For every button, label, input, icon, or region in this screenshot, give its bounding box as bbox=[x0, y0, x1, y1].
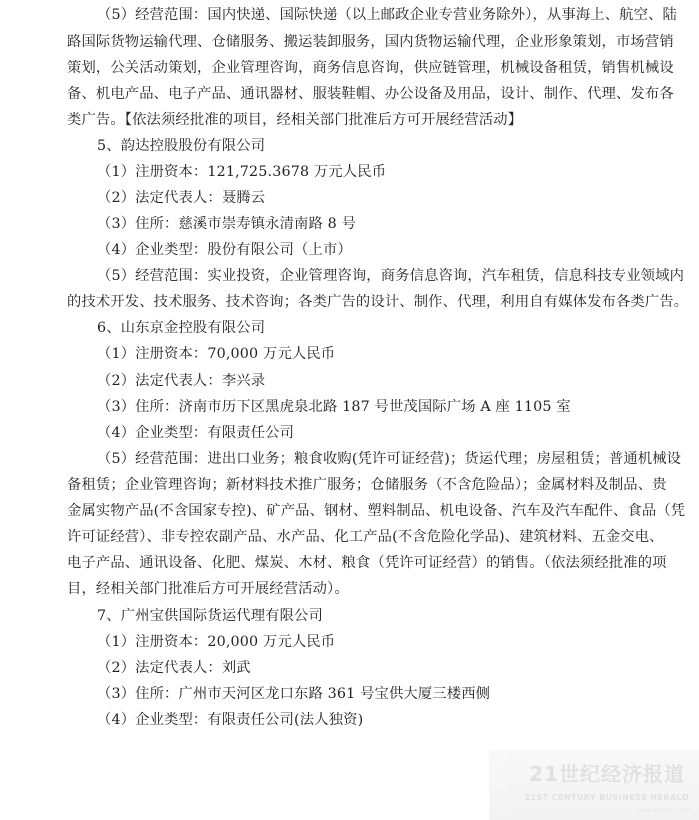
text-line: 策划，公关活动策划，企业管理咨询，商务信息咨询，供应链管理，机械设备租赁，销售机械设 bbox=[67, 60, 674, 76]
section-heading: 7、广州宝供国际货运代理有限公司 bbox=[97, 608, 323, 624]
text-line: （2）法定代表人：李兴录 bbox=[97, 373, 266, 389]
text-line: 许可证经营）、非专控农副产品、水产品、化工产品(不含危险化学品)、建筑材料、五金交电、 bbox=[67, 529, 664, 545]
text-line: （3）住所：济南市历下区黑虎泉北路 187 号世茂国际广场 A 座 1105 室 bbox=[97, 399, 571, 415]
text-line: （1）注册资本：70,000 万元人民币 bbox=[97, 346, 336, 362]
text-line: （4）企业类型：有限责任公司 bbox=[97, 425, 295, 441]
text-line: 备租赁；企业管理咨询；新材料技术推广服务；仓储服务（不含危险品）；金属材料及制品、贵 bbox=[67, 477, 667, 493]
section-heading: 6、山东京金控股有限公司 bbox=[97, 320, 266, 336]
text-line: 目，经相关部门批准后方可开展经营活动）。 bbox=[67, 581, 349, 597]
section-heading: 5、韵达控股股份有限公司 bbox=[97, 138, 266, 154]
text-line: （5）经营范围：实业投资，企业管理咨询，商务信息咨询，汽车租赁，信息科技专业领域内 bbox=[97, 268, 685, 284]
text-line: 类广告。【依法须经批准的项目，经相关部门批准后方可开展经营活动】 bbox=[67, 112, 523, 128]
text-line: （2）法定代表人：聂腾云 bbox=[97, 190, 266, 206]
text-line: （4）企业类型：股份有限公司（上市） bbox=[97, 242, 352, 258]
watermark-subtitle: 21ST CENTURY BUSINESS HERALD bbox=[524, 793, 689, 802]
watermark-logo bbox=[489, 750, 699, 820]
text-line: （4）企业类型：有限责任公司(法人独资) bbox=[97, 712, 364, 728]
text-line: 路国际货物运输代理、仓储服务、搬运装卸服务，国内货物运输代理，企业形象策划，市场营销 bbox=[67, 34, 674, 50]
text-line: （1）注册资本：121,725.3678 万元人民币 bbox=[97, 164, 387, 180]
text-line: （3）住所：广州市天河区龙口东路 361 号宝供大厦三楼西侧 bbox=[97, 686, 491, 702]
text-line: 的技术开发、技术服务、技术咨询；各类广告的设计、制作、代理，利用自有媒体发布各类广告。 bbox=[67, 294, 689, 310]
watermark-url: www.21jingji.com bbox=[636, 807, 689, 814]
text-line: 备、机电产品、电子产品、通讯器材、服装鞋帽、办公设备及用品，设计、制作、代理、发布各 bbox=[67, 86, 674, 102]
watermark-title: 21世纪经济报道 bbox=[529, 762, 685, 786]
text-line: （5）经营范围：国内快递、国际快递（以上邮政企业专营业务除外），从事海上、航空、陆 bbox=[97, 7, 677, 23]
text-line: （5）经营范围：进出口业务；粮食收购(凭许可证经营)；货运代理；房屋租赁；普通机械设 bbox=[97, 451, 682, 467]
text-line: （2）法定代表人：刘武 bbox=[97, 660, 251, 676]
text-line: 金属实物产品(不含国家专控)、矿产品、钢材、塑料制品、机电设备、汽车及汽车配件、食品（凭 bbox=[67, 503, 686, 519]
text-line: 电子产品、通讯设备、化肥、煤炭、木材、粮食（凭许可证经营）的销售。（依法须经批准的项 bbox=[67, 555, 667, 571]
text-line: （3）住所：慈溪市崇寿镇永清南路 8 号 bbox=[97, 216, 357, 232]
text-line: （1）注册资本：20,000 万元人民币 bbox=[97, 634, 336, 650]
